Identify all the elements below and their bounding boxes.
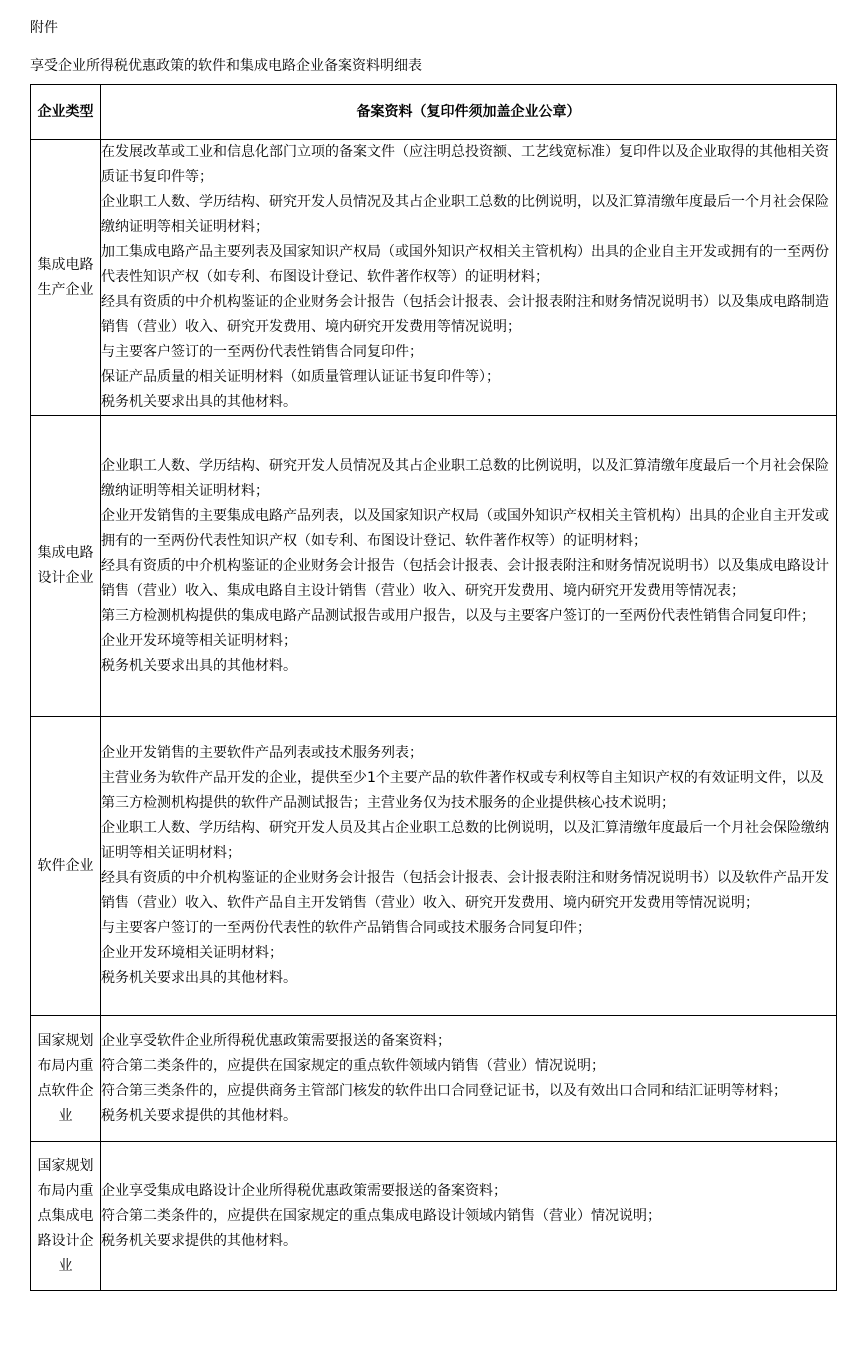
- table-row: [31, 1142, 837, 1291]
- enterprise-type-cell: 集成电路设计企业: [31, 416, 101, 717]
- list-item: 符合第三类条件的，应提供商务主管部门核发的软件出口合同登记证书，以及有效出口合同和结汇证明等材料；: [101, 1082, 787, 1099]
- list-item: 经具有资质的中介机构鉴证的企业财务会计报告（包括会计报表、会计报表附注和财务情况说明书）以及集成电路制造销售（营业）收入、研究开发费用、境内研究开发费用等情况说明；: [101, 294, 829, 335]
- materials-list: [101, 454, 836, 679]
- materials-list: [101, 1029, 836, 1129]
- list-item: 企业开发环境等相关证明材料；: [101, 632, 297, 649]
- list-item: 税务机关要求提供的其他材料。: [101, 1107, 297, 1124]
- list-item: 税务机关要求提供的其他材料。: [101, 1232, 297, 1249]
- header-filing-materials: 备案资料（复印件须加盖企业公章）: [101, 85, 837, 140]
- table-header-row: [31, 85, 837, 140]
- materials-cell: [101, 416, 837, 717]
- materials-list: [101, 741, 836, 991]
- list-item: 加工集成电路产品主要列表及国家知识产权局（或国外知识产权相关主管机构）出具的企业自主开发或拥有的一至两份代表性知识产权（如专利、布图设计登记、软件著作权等）的证明材料；: [101, 244, 829, 285]
- table-row: [31, 1016, 837, 1142]
- list-item: 企业享受软件企业所得税优惠政策需要报送的备案资料；: [101, 1032, 451, 1049]
- list-item: 税务机关要求出具的其他材料。: [101, 394, 297, 410]
- document-title: 享受企业所得税优惠政策的软件和集成电路企业备案资料明细表: [30, 58, 422, 74]
- list-item: 符合第二类条件的，应提供在国家规定的重点集成电路设计领域内销售（营业）情况说明；: [101, 1207, 661, 1224]
- list-item: 企业开发销售的主要软件产品列表或技术服务列表；: [101, 745, 423, 761]
- materials-list: [101, 140, 836, 415]
- materials-list: [101, 1179, 836, 1254]
- list-item: 第三方检测机构提供的集成电路产品测试报告或用户报告，以及与主要客户签订的一至两份代表性销售合同复印件；: [101, 607, 815, 624]
- list-item: 税务机关要求出具的其他材料。: [101, 970, 297, 986]
- list-item: 税务机关要求出具的其他材料。: [101, 657, 297, 674]
- materials-cell: [101, 1016, 837, 1142]
- enterprise-type-cell: 软件企业: [31, 717, 101, 1016]
- table-row: [31, 416, 837, 717]
- list-item: 保证产品质量的相关证明材料（如质量管理认证证书复印件等）；: [101, 369, 500, 385]
- list-item: 在发展改革或工业和信息化部门立项的备案文件（应注明总投资额、工艺线宽标准）复印件以及企业取得的其他相关资质证书复印件等；: [101, 144, 829, 185]
- table-row: [31, 717, 837, 1016]
- list-item: 与主要客户签订的一至两份代表性销售合同复印件；: [101, 344, 423, 360]
- attachment-label: 附件: [30, 20, 58, 36]
- header-enterprise-type: 企业类型: [31, 85, 101, 140]
- enterprise-type-cell: 国家规划布局内重点集成电路设计企业: [31, 1142, 101, 1291]
- list-item: 经具有资质的中介机构鉴证的企业财务会计报告（包括会计报表、会计报表附注和财务情况说明书）以及集成电路设计销售（营业）收入、集成电路自主设计销售（营业）收入、研究开发费用、境内研究开发费用等情况表；: [101, 557, 829, 599]
- list-item: 与主要客户签订的一至两份代表性的软件产品销售合同或技术服务合同复印件；: [101, 920, 591, 936]
- list-item: 企业职工人数、学历结构、研究开发人员情况及其占企业职工总数的比例说明，以及汇算清缴年度最后一个月社会保险缴纳证明等相关证明材料；: [101, 194, 829, 235]
- materials-cell: [101, 140, 837, 416]
- list-item: 企业职工人数、学历结构、研究开发人员情况及其占企业职工总数的比例说明，以及汇算清缴年度最后一个月社会保险缴纳证明等相关证明材料；: [101, 457, 829, 499]
- list-item: 符合第二类条件的，应提供在国家规定的重点软件领域内销售（营业）情况说明；: [101, 1057, 605, 1074]
- list-item: 企业享受集成电路设计企业所得税优惠政策需要报送的备案资料；: [101, 1182, 507, 1199]
- filing-materials-table: [30, 84, 837, 1291]
- materials-cell: [101, 1142, 837, 1291]
- enterprise-type-cell: 国家规划布局内重点软件企业: [31, 1016, 101, 1142]
- list-item: 主营业务为软件产品开发的企业，提供至少1个主要产品的软件著作权或专利权等自主知识产权的有效证明文件，以及第三方检测机构提供的软件产品测试报告；主营业务仅为技术服务的企业提供核心技术说明；: [101, 770, 824, 811]
- list-item: 企业开发环境相关证明材料；: [101, 945, 283, 961]
- list-item: 经具有资质的中介机构鉴证的企业财务会计报告（包括会计报表、会计报表附注和财务情况说明书）以及软件产品开发销售（营业）收入、软件产品自主开发销售（营业）收入、研究开发费用、境内研究开发费用等情况说明；: [101, 870, 829, 911]
- table-row: [31, 140, 837, 416]
- list-item: 企业职工人数、学历结构、研究开发人员及其占企业职工总数的比例说明，以及汇算清缴年度最后一个月社会保险缴纳证明等相关证明材料；: [101, 820, 829, 861]
- list-item: 企业开发销售的主要集成电路产品列表，以及国家知识产权局（或国外知识产权相关主管机构）出具的企业自主开发或拥有的一至两份代表性知识产权（如专利、布图设计登记、软件著作权等）的证明材料；: [101, 507, 829, 549]
- materials-cell: [101, 717, 837, 1016]
- enterprise-type-cell: 集成电路生产企业: [31, 140, 101, 416]
